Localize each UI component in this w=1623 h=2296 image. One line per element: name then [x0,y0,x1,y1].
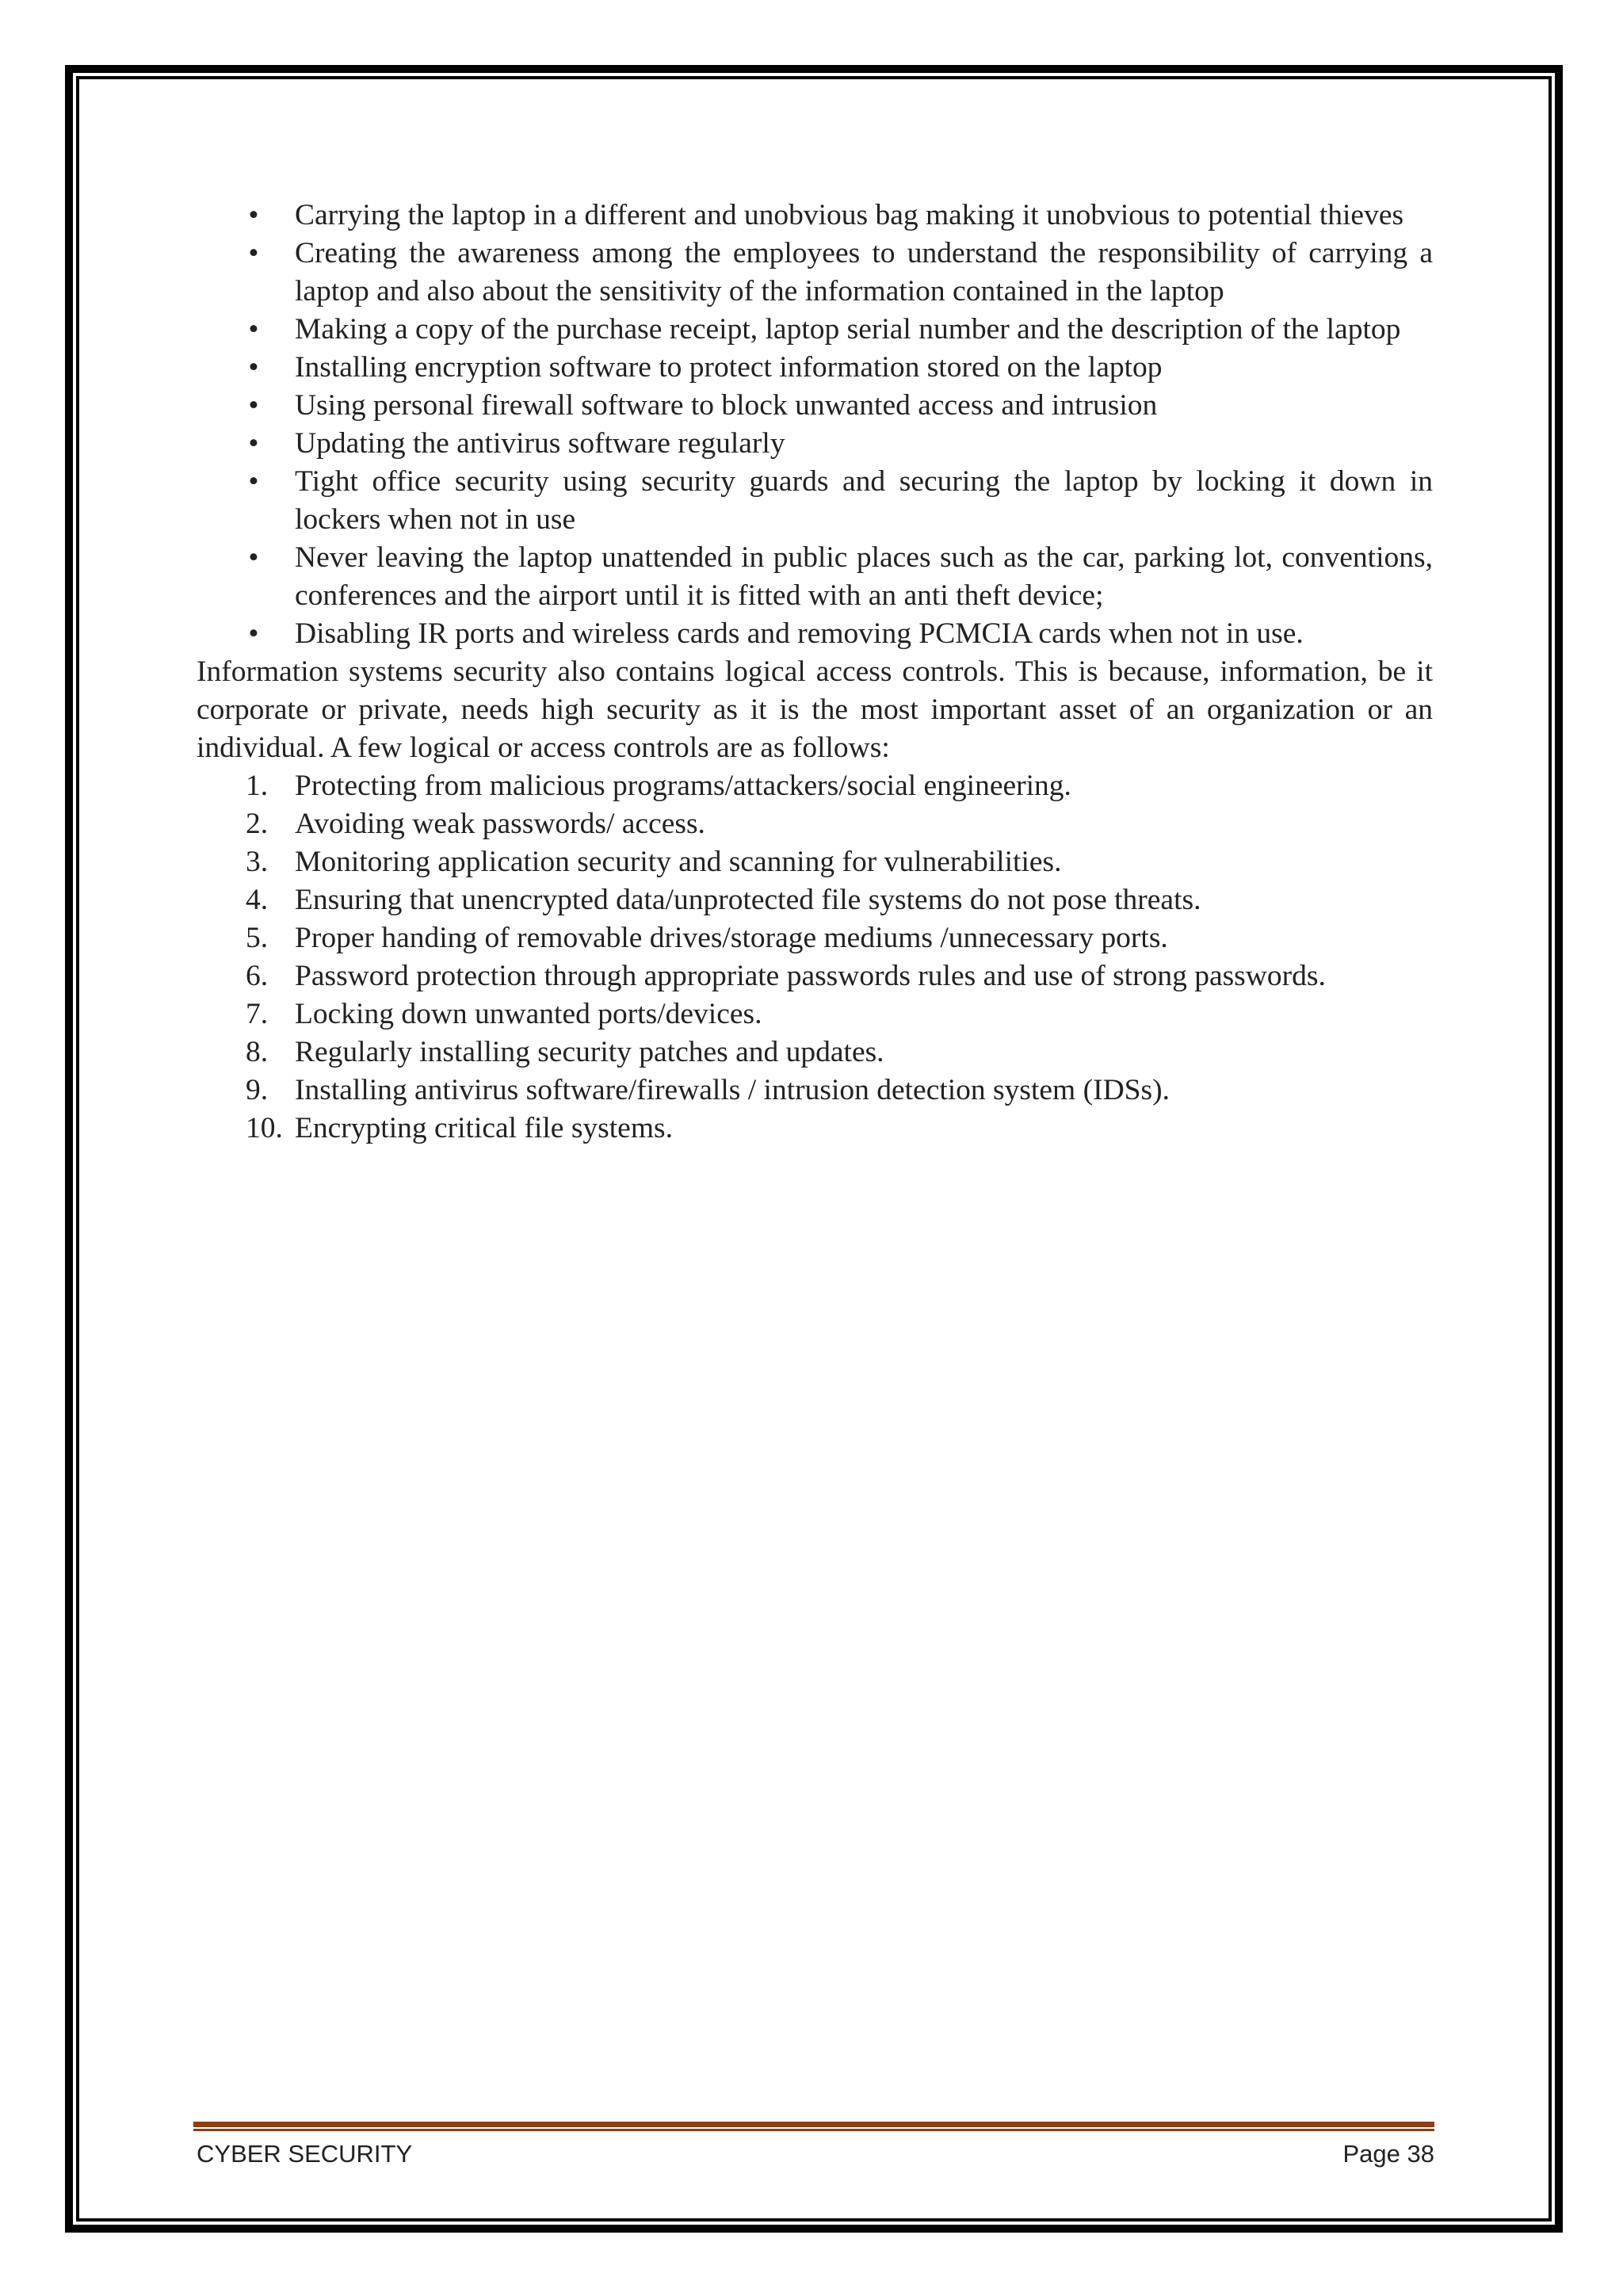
bullet-list [197,197,1433,653]
numbered-item [197,1110,1433,1148]
numbered-item [197,843,1433,881]
item-text: Monitoring application security and scanning for vulnerabilities. [295,846,1062,878]
item-number: 2. [246,808,269,840]
numbered-item [197,881,1433,919]
bullet-item [197,539,1433,615]
item-number: 5. [246,922,269,954]
item-number: 10. [246,1112,283,1144]
bullet-marker: • [248,313,259,346]
numbered-item [197,1072,1433,1110]
item-text: Installing antivirus software/firewalls / intrusion detection system (IDSs). [295,1074,1170,1106]
access-controls-list [197,767,1433,1148]
bullet-marker: • [248,427,259,460]
item-number: 4. [246,884,269,916]
bullet-marker: • [248,389,259,422]
item-text: Protecting from malicious programs/attackers/social engineering. [295,770,1071,802]
bullet-text: Tight office security using security guards and securing the laptop by locking it down in lockers when not in use [295,465,1433,536]
numbered-item [197,995,1433,1033]
bullet-text: Carrying the laptop in a different and unobvious bag making it unobvious to potential thieves [295,199,1404,231]
bullet-item [197,311,1433,349]
footer-rule-thick [193,2122,1434,2127]
item-number: 8. [246,1036,269,1068]
item-text: Avoiding weak passwords/ access. [295,808,705,840]
bullet-item [197,615,1433,653]
bullet-text: Making a copy of the purchase receipt, laptop serial number and the description of the laptop [295,313,1401,346]
bullet-item [197,349,1433,387]
numbered-item [197,957,1433,995]
bullet-marker: • [248,199,259,231]
item-text: Regularly installing security patches and updates. [295,1036,884,1068]
bullet-item [197,197,1433,235]
footer-rule-thin [193,2129,1434,2131]
bullet-marker: • [248,465,259,498]
bullet-text: Installing encryption software to protect information stored on the laptop [295,351,1163,384]
page-number: Page 38 [1342,2140,1434,2168]
numbered-item [197,919,1433,957]
bullet-text: Disabling IR ports and wireless cards and removing PCMCIA cards when not in use. [295,617,1304,650]
item-text: Ensuring that unencrypted data/unprotected file systems do not pose threats. [295,884,1201,916]
item-text: Proper handing of removable drives/storage mediums /unnecessary ports. [295,922,1168,954]
bullet-text: Using personal firewall software to block unwanted access and intrusion [295,389,1158,422]
bullet-text: Creating the awareness among the employees to understand the responsibility of carrying a laptop and also about the sensitivity of the information contained in the laptop [295,237,1433,308]
footer-rule [193,2122,1434,2133]
footer-title: CYBER SECURITY [197,2140,413,2168]
numbered-item [197,1033,1433,1072]
item-text: Password protection through appropriate passwords rules and use of strong passwords. [295,960,1326,992]
item-number: 7. [246,998,269,1030]
bullet-text: Never leaving the laptop unattended in public places such as the car, parking lot, conventions, conferences and the airport until it is fitted with an anti theft device; [295,541,1433,612]
item-number: 1. [246,770,269,802]
item-number: 9. [246,1074,269,1106]
item-number: 3. [246,846,269,878]
item-number: 6. [246,960,269,992]
bullet-item [197,425,1433,463]
item-text: Encrypting critical file systems. [295,1112,673,1144]
bullet-marker: • [248,617,259,650]
numbered-item [197,767,1433,805]
bullet-marker: • [248,541,259,574]
bullet-item [197,235,1433,311]
bullet-text: Updating the antivirus software regularly [295,427,785,460]
item-text: Locking down unwanted ports/devices. [295,998,762,1030]
bullet-item [197,463,1433,539]
bullet-marker: • [248,237,259,269]
bullet-marker: • [248,351,259,384]
access-controls-paragraph: Information systems security also contains logical access controls. This is because, information, be it corporate or private, needs high security as it is the most important asset of an organization or an individual. A few logical or access controls are as follows: [197,655,1433,764]
page-content [197,197,1433,1148]
bullet-item [197,387,1433,425]
numbered-item [197,805,1433,843]
